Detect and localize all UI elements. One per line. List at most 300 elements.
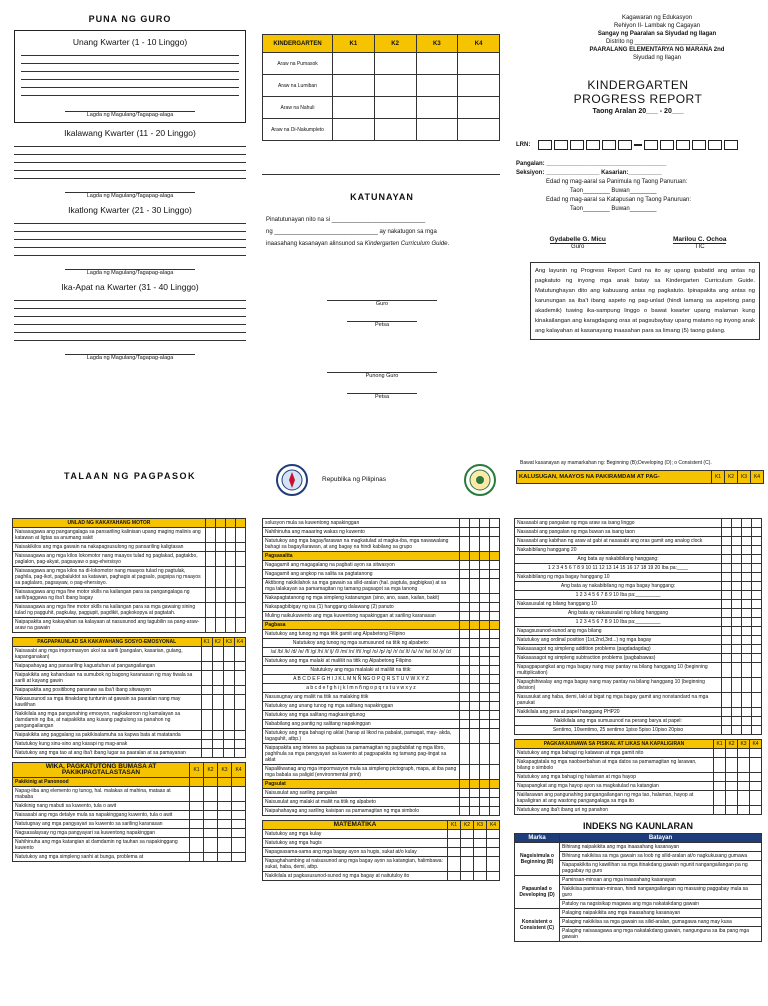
mark-cell[interactable] xyxy=(722,600,732,609)
mark-cell[interactable] xyxy=(480,603,490,612)
mark-cell[interactable] xyxy=(742,519,752,528)
mark-cell[interactable] xyxy=(223,647,234,662)
mark-cell[interactable] xyxy=(460,744,470,765)
mark-cell[interactable] xyxy=(226,552,236,567)
mark-cell[interactable] xyxy=(204,820,218,829)
mark-cell[interactable] xyxy=(752,654,762,663)
attendance-cell[interactable] xyxy=(333,97,375,119)
mark-cell[interactable] xyxy=(448,857,461,872)
mark-cell[interactable] xyxy=(218,787,232,802)
mark-cell[interactable] xyxy=(752,618,762,627)
mark-cell[interactable] xyxy=(480,648,490,657)
mark-cell[interactable] xyxy=(487,839,500,848)
mark-cell[interactable] xyxy=(236,543,246,552)
lrn-box[interactable] xyxy=(644,140,658,150)
mark-cell[interactable] xyxy=(752,546,762,555)
mark-cell[interactable] xyxy=(487,872,500,881)
attendance-cell[interactable] xyxy=(458,75,500,97)
mark-cell[interactable] xyxy=(480,630,490,639)
mark-cell[interactable] xyxy=(752,591,762,600)
mark-cell[interactable] xyxy=(722,678,732,693)
comment-line[interactable] xyxy=(14,310,246,317)
mark-cell[interactable] xyxy=(742,654,752,663)
mark-cell[interactable] xyxy=(752,717,762,726)
mark-cell[interactable] xyxy=(470,630,480,639)
mark-cell[interactable] xyxy=(490,528,500,537)
mark-cell[interactable] xyxy=(722,537,732,546)
mark-cell[interactable] xyxy=(490,675,500,684)
mark-cell[interactable] xyxy=(722,555,732,564)
mark-cell[interactable] xyxy=(722,618,732,627)
mark-cell[interactable] xyxy=(490,807,500,816)
mark-cell[interactable] xyxy=(722,663,732,678)
mark-cell[interactable] xyxy=(732,645,742,654)
mark-cell[interactable] xyxy=(722,708,732,717)
comment-line[interactable] xyxy=(14,164,246,171)
mark-cell[interactable] xyxy=(461,830,474,839)
mark-cell[interactable] xyxy=(204,838,218,853)
mark-cell[interactable] xyxy=(732,627,742,636)
mark-cell[interactable] xyxy=(752,636,762,645)
mark-cell[interactable] xyxy=(490,711,500,720)
mark-cell[interactable] xyxy=(460,807,470,816)
mark-cell[interactable] xyxy=(216,603,226,618)
mark-cell[interactable] xyxy=(722,591,732,600)
mark-cell[interactable] xyxy=(490,693,500,702)
attendance-cell[interactable] xyxy=(458,119,500,141)
attendance-cell[interactable] xyxy=(333,75,375,97)
attendance-cell[interactable] xyxy=(374,75,416,97)
mark-cell[interactable] xyxy=(474,848,487,857)
mark-cell[interactable] xyxy=(480,666,490,675)
mark-cell[interactable] xyxy=(470,603,480,612)
mark-cell[interactable] xyxy=(216,567,226,588)
attendance-cell[interactable] xyxy=(374,97,416,119)
mark-cell[interactable] xyxy=(742,678,752,693)
mark-cell[interactable] xyxy=(480,765,490,780)
mark-cell[interactable] xyxy=(460,657,470,666)
mark-cell[interactable] xyxy=(212,647,223,662)
mark-cell[interactable] xyxy=(236,552,246,567)
mark-cell[interactable] xyxy=(223,740,234,749)
mark-cell[interactable] xyxy=(190,820,204,829)
mark-cell[interactable] xyxy=(732,726,742,735)
mark-cell[interactable] xyxy=(490,720,500,729)
mark-cell[interactable] xyxy=(212,731,223,740)
mark-cell[interactable] xyxy=(722,519,732,528)
mark-cell[interactable] xyxy=(232,802,246,811)
lrn-box[interactable] xyxy=(554,140,568,150)
attendance-cell[interactable] xyxy=(458,53,500,75)
mark-cell[interactable] xyxy=(750,773,762,782)
mark-cell[interactable] xyxy=(722,582,732,591)
taon-simula[interactable]: Taon________ Buwan________ xyxy=(570,188,657,194)
mark-cell[interactable] xyxy=(490,561,500,570)
mark-cell[interactable] xyxy=(490,570,500,579)
comment-line[interactable] xyxy=(14,241,246,248)
mark-cell[interactable] xyxy=(470,519,480,528)
mark-cell[interactable] xyxy=(234,647,245,662)
mark-cell[interactable] xyxy=(470,666,480,675)
mark-cell[interactable] xyxy=(460,798,470,807)
mark-cell[interactable] xyxy=(714,749,726,758)
comment-line[interactable] xyxy=(14,172,246,179)
mark-cell[interactable] xyxy=(732,546,742,555)
mark-cell[interactable] xyxy=(216,528,226,543)
mark-cell[interactable] xyxy=(216,588,226,603)
mark-cell[interactable] xyxy=(490,579,500,594)
mark-cell[interactable] xyxy=(722,717,732,726)
mark-cell[interactable] xyxy=(201,740,212,749)
mark-cell[interactable] xyxy=(460,630,470,639)
mark-cell[interactable] xyxy=(460,594,470,603)
mark-cell[interactable] xyxy=(236,588,246,603)
mark-cell[interactable] xyxy=(470,612,480,621)
mark-cell[interactable] xyxy=(490,702,500,711)
mark-cell[interactable] xyxy=(218,829,232,838)
mark-cell[interactable] xyxy=(212,686,223,695)
mark-cell[interactable] xyxy=(223,662,234,671)
mark-cell[interactable] xyxy=(722,564,732,573)
mark-cell[interactable] xyxy=(460,720,470,729)
mark-cell[interactable] xyxy=(752,627,762,636)
mark-cell[interactable] xyxy=(742,618,752,627)
mark-cell[interactable] xyxy=(460,666,470,675)
mark-cell[interactable] xyxy=(234,740,245,749)
mark-cell[interactable] xyxy=(490,612,500,621)
mark-cell[interactable] xyxy=(722,627,732,636)
attendance-cell[interactable] xyxy=(416,53,458,75)
mark-cell[interactable] xyxy=(752,528,762,537)
mark-cell[interactable] xyxy=(236,618,246,633)
mark-cell[interactable] xyxy=(218,802,232,811)
mark-cell[interactable] xyxy=(234,686,245,695)
mark-cell[interactable] xyxy=(234,671,245,686)
mark-cell[interactable] xyxy=(732,678,742,693)
mark-cell[interactable] xyxy=(190,787,204,802)
mark-cell[interactable] xyxy=(732,708,742,717)
mark-cell[interactable] xyxy=(232,838,246,853)
mark-cell[interactable] xyxy=(460,537,470,552)
mark-cell[interactable] xyxy=(742,627,752,636)
attendance-cell[interactable] xyxy=(333,53,375,75)
mark-cell[interactable] xyxy=(490,798,500,807)
mark-cell[interactable] xyxy=(752,609,762,618)
mark-cell[interactable] xyxy=(470,648,480,657)
mark-cell[interactable] xyxy=(490,684,500,693)
mark-cell[interactable] xyxy=(480,570,490,579)
mark-cell[interactable] xyxy=(752,708,762,717)
mark-cell[interactable] xyxy=(742,528,752,537)
mark-cell[interactable] xyxy=(732,636,742,645)
mark-cell[interactable] xyxy=(714,806,726,815)
mark-cell[interactable] xyxy=(204,811,218,820)
mark-cell[interactable] xyxy=(470,729,480,744)
mark-cell[interactable] xyxy=(201,647,212,662)
mark-cell[interactable] xyxy=(726,782,738,791)
mark-cell[interactable] xyxy=(190,853,204,862)
mark-cell[interactable] xyxy=(474,830,487,839)
mark-cell[interactable] xyxy=(480,519,490,528)
mark-cell[interactable] xyxy=(470,528,480,537)
mark-cell[interactable] xyxy=(470,765,480,780)
mark-cell[interactable] xyxy=(448,830,461,839)
mark-cell[interactable] xyxy=(742,555,752,564)
mark-cell[interactable] xyxy=(732,564,742,573)
mark-cell[interactable] xyxy=(742,546,752,555)
mark-cell[interactable] xyxy=(201,695,212,710)
mark-cell[interactable] xyxy=(732,591,742,600)
seksiyon-field[interactable]: Seksiyon: ________________ Kasarian:__________ xyxy=(516,170,662,176)
comment-line[interactable] xyxy=(21,65,239,72)
mark-cell[interactable] xyxy=(460,702,470,711)
mark-cell[interactable] xyxy=(732,573,742,582)
mark-cell[interactable] xyxy=(201,662,212,671)
mark-cell[interactable] xyxy=(460,519,470,528)
mark-cell[interactable] xyxy=(490,630,500,639)
mark-cell[interactable] xyxy=(223,749,234,758)
attendance-cell[interactable] xyxy=(416,97,458,119)
mark-cell[interactable] xyxy=(726,749,738,758)
attendance-cell[interactable] xyxy=(416,75,458,97)
mark-cell[interactable] xyxy=(480,711,490,720)
mark-cell[interactable] xyxy=(448,872,461,881)
mark-cell[interactable] xyxy=(490,789,500,798)
mark-cell[interactable] xyxy=(750,806,762,815)
mark-cell[interactable] xyxy=(480,657,490,666)
mark-cell[interactable] xyxy=(487,848,500,857)
mark-cell[interactable] xyxy=(204,787,218,802)
mark-cell[interactable] xyxy=(470,711,480,720)
mark-cell[interactable] xyxy=(726,773,738,782)
mark-cell[interactable] xyxy=(470,807,480,816)
mark-cell[interactable] xyxy=(742,636,752,645)
mark-cell[interactable] xyxy=(232,811,246,820)
lrn-box[interactable] xyxy=(586,140,600,150)
mark-cell[interactable] xyxy=(460,579,470,594)
mark-cell[interactable] xyxy=(460,561,470,570)
lrn-box[interactable] xyxy=(538,140,552,150)
mark-cell[interactable] xyxy=(236,528,246,543)
mark-cell[interactable] xyxy=(732,654,742,663)
mark-cell[interactable] xyxy=(732,663,742,678)
mark-cell[interactable] xyxy=(714,791,726,806)
mark-cell[interactable] xyxy=(206,543,216,552)
mark-cell[interactable] xyxy=(752,582,762,591)
mark-cell[interactable] xyxy=(732,582,742,591)
attendance-cell[interactable] xyxy=(458,97,500,119)
comment-line[interactable] xyxy=(14,148,246,155)
comment-line[interactable] xyxy=(14,249,246,256)
mark-cell[interactable] xyxy=(216,618,226,633)
mark-cell[interactable] xyxy=(480,720,490,729)
mark-cell[interactable] xyxy=(234,695,245,710)
mark-cell[interactable] xyxy=(460,765,470,780)
mark-cell[interactable] xyxy=(190,829,204,838)
mark-cell[interactable] xyxy=(216,543,226,552)
mark-cell[interactable] xyxy=(480,561,490,570)
comment-line[interactable] xyxy=(14,326,246,333)
mark-cell[interactable] xyxy=(752,678,762,693)
mark-cell[interactable] xyxy=(470,579,480,594)
mark-cell[interactable] xyxy=(460,603,470,612)
mark-cell[interactable] xyxy=(722,726,732,735)
mark-cell[interactable] xyxy=(470,561,480,570)
mark-cell[interactable] xyxy=(212,749,223,758)
attendance-cell[interactable] xyxy=(416,119,458,141)
mark-cell[interactable] xyxy=(470,720,480,729)
mark-cell[interactable] xyxy=(480,639,490,648)
taon-katapusan[interactable]: Taon________ Buwan________ xyxy=(570,206,657,212)
mark-cell[interactable] xyxy=(480,675,490,684)
pangalan-field[interactable]: Pangalan: ____________________________________ xyxy=(516,161,667,167)
mark-cell[interactable] xyxy=(742,693,752,708)
mark-cell[interactable] xyxy=(223,671,234,686)
mark-cell[interactable] xyxy=(480,789,490,798)
mark-cell[interactable] xyxy=(223,695,234,710)
mark-cell[interactable] xyxy=(722,654,732,663)
mark-cell[interactable] xyxy=(470,594,480,603)
mark-cell[interactable] xyxy=(738,782,750,791)
mark-cell[interactable] xyxy=(212,740,223,749)
mark-cell[interactable] xyxy=(752,645,762,654)
mark-cell[interactable] xyxy=(487,857,500,872)
mark-cell[interactable] xyxy=(201,710,212,731)
mark-cell[interactable] xyxy=(722,546,732,555)
mark-cell[interactable] xyxy=(742,600,752,609)
comment-line[interactable] xyxy=(14,156,246,163)
mark-cell[interactable] xyxy=(750,758,762,773)
mark-cell[interactable] xyxy=(490,594,500,603)
mark-cell[interactable] xyxy=(714,758,726,773)
mark-cell[interactable] xyxy=(742,726,752,735)
mark-cell[interactable] xyxy=(206,567,216,588)
mark-cell[interactable] xyxy=(204,853,218,862)
mark-cell[interactable] xyxy=(470,684,480,693)
mark-cell[interactable] xyxy=(490,639,500,648)
mark-cell[interactable] xyxy=(732,537,742,546)
mark-cell[interactable] xyxy=(218,820,232,829)
mark-cell[interactable] xyxy=(461,872,474,881)
comment-line[interactable] xyxy=(14,294,246,301)
mark-cell[interactable] xyxy=(461,848,474,857)
mark-cell[interactable] xyxy=(752,519,762,528)
mark-cell[interactable] xyxy=(232,820,246,829)
comment-line[interactable] xyxy=(21,49,239,56)
mark-cell[interactable] xyxy=(714,782,726,791)
comment-line[interactable] xyxy=(14,217,246,224)
lrn-box[interactable] xyxy=(618,140,632,150)
mark-cell[interactable] xyxy=(460,729,470,744)
mark-cell[interactable] xyxy=(460,675,470,684)
mark-cell[interactable] xyxy=(448,839,461,848)
comment-line[interactable] xyxy=(21,81,239,88)
mark-cell[interactable] xyxy=(732,555,742,564)
mark-cell[interactable] xyxy=(732,519,742,528)
mark-cell[interactable] xyxy=(201,749,212,758)
mark-cell[interactable] xyxy=(460,570,470,579)
mark-cell[interactable] xyxy=(470,702,480,711)
mark-cell[interactable] xyxy=(726,791,738,806)
mark-cell[interactable] xyxy=(201,731,212,740)
mark-cell[interactable] xyxy=(474,839,487,848)
attendance-cell[interactable] xyxy=(374,119,416,141)
mark-cell[interactable] xyxy=(732,693,742,708)
mark-cell[interactable] xyxy=(480,702,490,711)
mark-cell[interactable] xyxy=(190,802,204,811)
mark-cell[interactable] xyxy=(732,600,742,609)
mark-cell[interactable] xyxy=(732,609,742,618)
mark-cell[interactable] xyxy=(236,603,246,618)
mark-cell[interactable] xyxy=(226,618,236,633)
mark-cell[interactable] xyxy=(218,811,232,820)
mark-cell[interactable] xyxy=(490,729,500,744)
mark-cell[interactable] xyxy=(726,758,738,773)
mark-cell[interactable] xyxy=(223,731,234,740)
comment-line[interactable] xyxy=(14,334,246,341)
attendance-cell[interactable] xyxy=(333,119,375,141)
mark-cell[interactable] xyxy=(480,594,490,603)
mark-cell[interactable] xyxy=(750,791,762,806)
mark-cell[interactable] xyxy=(732,618,742,627)
mark-cell[interactable] xyxy=(480,579,490,594)
mark-cell[interactable] xyxy=(232,787,246,802)
comment-line[interactable] xyxy=(21,89,239,96)
mark-cell[interactable] xyxy=(742,582,752,591)
mark-cell[interactable] xyxy=(236,567,246,588)
mark-cell[interactable] xyxy=(226,588,236,603)
mark-cell[interactable] xyxy=(218,838,232,853)
mark-cell[interactable] xyxy=(204,829,218,838)
mark-cell[interactable] xyxy=(460,612,470,621)
mark-cell[interactable] xyxy=(226,528,236,543)
mark-cell[interactable] xyxy=(201,686,212,695)
mark-cell[interactable] xyxy=(752,537,762,546)
mark-cell[interactable] xyxy=(742,645,752,654)
mark-cell[interactable] xyxy=(722,573,732,582)
mark-cell[interactable] xyxy=(490,657,500,666)
mark-cell[interactable] xyxy=(732,717,742,726)
mark-cell[interactable] xyxy=(474,857,487,872)
mark-cell[interactable] xyxy=(480,612,490,621)
mark-cell[interactable] xyxy=(752,663,762,678)
mark-cell[interactable] xyxy=(460,711,470,720)
comment-line[interactable] xyxy=(14,318,246,325)
mark-cell[interactable] xyxy=(726,806,738,815)
mark-cell[interactable] xyxy=(714,773,726,782)
mark-cell[interactable] xyxy=(490,537,500,552)
mark-cell[interactable] xyxy=(480,537,490,552)
lrn-box[interactable] xyxy=(570,140,584,150)
mark-cell[interactable] xyxy=(206,552,216,567)
mark-cell[interactable] xyxy=(490,648,500,657)
mark-cell[interactable] xyxy=(206,603,216,618)
mark-cell[interactable] xyxy=(223,710,234,731)
mark-cell[interactable] xyxy=(752,555,762,564)
lrn-box[interactable] xyxy=(692,140,706,150)
mark-cell[interactable] xyxy=(742,717,752,726)
mark-cell[interactable] xyxy=(470,789,480,798)
mark-cell[interactable] xyxy=(480,528,490,537)
mark-cell[interactable] xyxy=(480,729,490,744)
mark-cell[interactable] xyxy=(742,573,752,582)
mark-cell[interactable] xyxy=(461,839,474,848)
lrn-box[interactable] xyxy=(660,140,674,150)
mark-cell[interactable] xyxy=(752,573,762,582)
mark-cell[interactable] xyxy=(738,806,750,815)
mark-cell[interactable] xyxy=(470,675,480,684)
mark-cell[interactable] xyxy=(732,528,742,537)
